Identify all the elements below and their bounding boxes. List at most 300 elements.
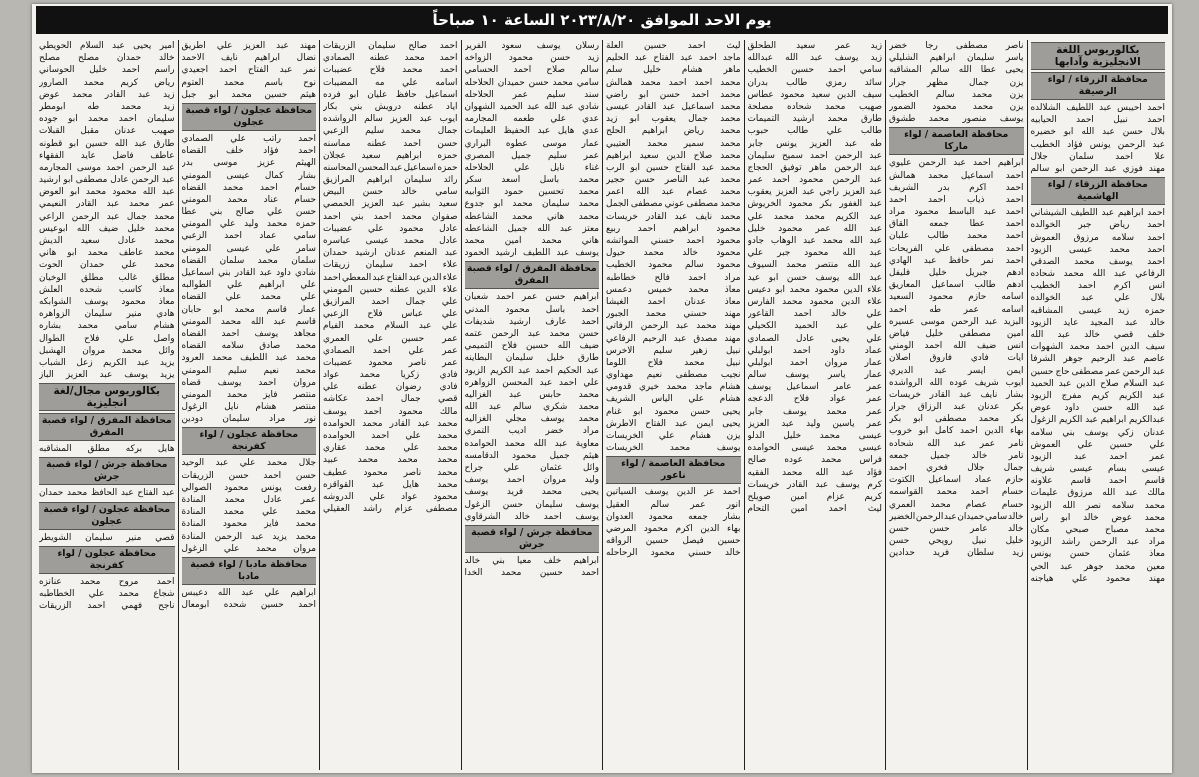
name-row: عمر حسين علي العمري (323, 333, 458, 344)
name-row: اياد عطنه درويش بني بكار (323, 101, 458, 112)
name-row: بهاء الدين احمد كامل ابو خروب (889, 426, 1024, 437)
name-row: صفوان محمد احمد بني احمد (323, 211, 458, 222)
name-row: امير يحيى عبد السلام الحويطي (39, 41, 175, 51)
newspaper-page (32, 4, 1172, 773)
name-row: سامي خالد حسن البيض (323, 187, 458, 198)
name-row: محمد نايف عبد القادر خريسات (606, 211, 741, 222)
name-row: محمد سلامه نصر الله الزيود (1030, 500, 1165, 511)
name-row: علي يحيى عادل الصمادي (747, 333, 882, 344)
name-row: فؤاد عبد الله محمد الفقيه (747, 467, 882, 478)
name-row: عبد السلام صلاح الدين عبد الحميد (1030, 378, 1165, 389)
name-row: ضيف الله حسين فلاح التميمي (464, 341, 599, 352)
name-row: عبد الغفور بكر محمود الخريوش (747, 199, 882, 210)
name-row: سامي عماد احمد الزعبي (181, 231, 316, 242)
name-row: تامر عمر عبد الله شحاده (889, 438, 1024, 449)
name-row: عمار قاسم محمد ابو حابان (181, 304, 316, 315)
name-row: عبد العزيز راجي عبد العزيز يعقوب (747, 187, 882, 198)
name-row: احمد ذياب احمد احمد (889, 194, 1024, 205)
name-row: عبد الله عمر محمود خليل (747, 223, 882, 234)
name-row: علاء احمد سليمان زريقات (323, 260, 458, 271)
name-row: محمود عواد علي الدروشه (323, 491, 458, 502)
name-row: محمد عبد الناصر حسن حجير (606, 175, 741, 186)
name-row: مطلق غالب مطلق الوخيان (39, 272, 175, 283)
name-row: راسم احمد خليل الحوساني (39, 65, 175, 76)
name-row: يزيد يوسف عبد العزيز الباز (39, 370, 175, 381)
name-row: احمد حسين شحده ابومعال (181, 600, 316, 611)
name-row: جمال محمد سليم الزعبي (323, 126, 458, 137)
name-row: محمد ناصر محمود عطيف (323, 467, 458, 478)
name-row: محمد هاني محمد الشاعطه (464, 211, 599, 222)
name-row: احمد نبيل احمد الحيابيه (1030, 115, 1165, 126)
name-row: رياض كريم محمد الصارور (39, 77, 175, 88)
name-row: محمد محمد محمد عبيد (323, 455, 458, 466)
name-row: محمد جمال يعقوب ابو زيد (606, 114, 741, 125)
name-row: جمال جلال فخري احمد (889, 463, 1024, 473)
name-row: انس اكرم احمد الخطيب (1030, 281, 1165, 292)
name-row: بكر محمد مصطفى ابو بكر (889, 414, 1024, 425)
name-row: محمد فايز محمود المنادة (181, 519, 316, 530)
name-row: بهاء الدين اكرم محمود المرضي (606, 523, 741, 534)
name-row: عمر عادل محمد المنادة (181, 495, 316, 505)
name-row: خالد حسني محمود الرحاحله (606, 548, 741, 559)
name-row: فادي زكريا محمد عواد (323, 370, 458, 381)
name-row: حسن محمد عبد الرحمن عتمه (464, 328, 599, 339)
name-row: جلال محمد علي عبد الوحيد (181, 458, 316, 469)
name-row: عبد الرحمن محمود احمد عمر (747, 175, 882, 186)
name-row: شجاع محمد علي الخطاطبه (39, 589, 175, 599)
name-row: عبد الرحمن احمد موسى المجارمه (39, 162, 175, 173)
name-row: مراد احمد فالح خطاطبه (606, 272, 741, 283)
name-row: سامر علي عيسى المومني (181, 243, 316, 254)
name-row: حسن احمد عطنه مماسنه (323, 138, 458, 149)
name-row: عماد داود احمد ابولبلي (747, 345, 882, 356)
names-column (319, 40, 461, 770)
name-row: ايوب عبد العزيز سالم الرواشده (323, 114, 458, 125)
name-row: عمر عامر اسماعيل يوسف (747, 382, 882, 393)
name-row: محمود ابراهيم احمد ربيع (606, 223, 741, 234)
section-heading: محافظة العاصمة / لواء ناعور (606, 456, 741, 484)
name-row: عبد الرحمن عمر مصطفى حاج حسين (1030, 366, 1165, 377)
name-row: احمد عز الدين يوسف السياتين (606, 487, 741, 498)
name-row: مجاهد يوسف احمد القضاه (181, 328, 316, 339)
name-row: يزن محمد سالم الخطيب (889, 89, 1024, 100)
section-heading: محافظة عجلون / لواء قصبة عجلون (182, 103, 317, 131)
name-row: عبد الله محمد عبد الوهاب جادو (747, 236, 882, 246)
name-row: يحيى عطا الله سالم المشاقبه (889, 65, 1024, 76)
name-row: وائل عثمان علي جراح (464, 463, 599, 473)
name-row: انس ضيف الله احمد الومني (889, 341, 1024, 352)
name-row: محمد عوض خالد ابو راس (1030, 512, 1165, 523)
section-heading: محافظة العاصمة / لواء ماركا (889, 127, 1024, 155)
name-row: احمد عطا جمعه القاق (889, 219, 1024, 230)
name-row: يوسف سليمان حسن الزغول (464, 499, 599, 510)
name-row: سامي احمد حسين الخطيب (747, 65, 882, 76)
name-row: منتصر هشام نايل الزغول (181, 402, 316, 413)
name-row: ناصر مصطفى رجا خضر (889, 41, 1024, 51)
name-row: عيسى محمد خليل الدلو (747, 431, 882, 441)
name-row: عيسى بسام عيسى شريف (1030, 464, 1165, 475)
name-row: هيثم حسين محمد ابو جبل (181, 89, 316, 100)
name-row: مروان احمد يوسف قضاه (181, 377, 316, 388)
name-row: طالب علي طالب حبوب (747, 126, 882, 137)
name-row: مهند فوزي عبد الرحمن ابو سالم (1030, 163, 1165, 174)
name-row: احمد عبد الباسط محمود مراد (889, 207, 1024, 218)
name-row: محمود سالم محمود الخطيب (606, 260, 741, 271)
name-row: محمد احمد حسن ابو راضي (606, 89, 741, 100)
name-row: عبدالكريم ابراهيم عبد الكريم الزغول (1030, 415, 1165, 426)
name-row: عبد الفتاح عبد الحافظ محمد حمدان (39, 488, 175, 499)
name-row: مراد عبد الرحمن راشد الزيود (1030, 537, 1165, 548)
section-heading: محافظة الزرقاء / لواء الرصيفة (1031, 72, 1166, 100)
section-heading: بكالوريوس اللغة الانجليزية وآدابها (1031, 42, 1166, 70)
name-row: علي عبد السلام محمد الفيام (323, 321, 458, 332)
name-row: عمر محمد يوسف جابر (747, 406, 882, 417)
name-row: محمد علي حمدان الحوت (39, 260, 175, 271)
name-row: يزيد عبد الكريم زعل الشباب (39, 357, 175, 368)
name-row: عادل محمود علي عضيبات (323, 223, 458, 234)
name-row: زيد عبد القادر محمد عوض (39, 89, 175, 100)
name-row: احمد اسماعيل محمد همالش (889, 170, 1024, 181)
section-heading: محافظة الزرقاء / لواء الهاشمية (1031, 177, 1166, 205)
name-row: عمر عواد فلاح الدعجه (747, 394, 882, 405)
name-row: محمد مصطفى عوني مصطفى الجمل (606, 199, 741, 210)
name-row: علي احمد عبد المحسن الزواهره (464, 377, 599, 388)
section-heading: بكالوريوس مجال/لغة انجليزية (39, 383, 175, 411)
section-heading: محافظة عجلون / لواء قصبة عجلون (39, 502, 175, 530)
name-row: احمد صالح سليمان الزريقات (323, 41, 458, 51)
name-row: عمر علي احمد الصمادي (323, 345, 458, 356)
name-row: نمر عبد الفتاح احمد اجعيدي (181, 65, 316, 76)
name-row: محمد عاطف محمد ابو هاني (39, 248, 175, 259)
name-row: اسامه عمر طه احمد (889, 304, 1024, 315)
name-row: منتصر فايز محمد المومني (181, 389, 316, 400)
name-row: فادي رضوان عطنه علي (323, 382, 458, 393)
name-row: عيسى محمد عيسى الحوامده (747, 443, 882, 454)
name-row: قاسم عبد الله محمد المومني (181, 316, 316, 327)
name-row: هادي منير سليمان الزواهره (39, 309, 175, 320)
name-row: صهيب محمد شحاده مصلحة (747, 101, 882, 112)
name-row: يزن جمال مظهر جرار (889, 77, 1024, 88)
name-row: محمد علي احمد الحوامده (323, 431, 458, 441)
name-row: مروان محمد علي الزغول (181, 543, 316, 554)
name-row: امين مصطفى خليل فياض (889, 328, 1024, 339)
name-row: رفعت يونس محمود الصوالي (181, 482, 316, 493)
name-row: بلال حسن عبد الله ابو خضيره (1030, 127, 1165, 138)
name-row: رسلان يوسف سعود الفرير (464, 41, 599, 51)
name-row: احمد محمد عطنه الصمادي (323, 53, 458, 64)
name-row: طارق خليل سليمان البطاينه (464, 353, 599, 364)
name-row: محمد نعيم سليم المومني (181, 365, 316, 376)
names-columns (36, 40, 1168, 770)
section-heading: محافظة مادبا / لواء قصبة مادبا (182, 557, 317, 585)
name-row: ادهم جبريل خليل فليفل (889, 268, 1024, 278)
name-row: محمود خالد محمد حيول (606, 248, 741, 259)
name-row: قصي منير سليمان الشويطر (39, 532, 175, 543)
name-row: احمد ابراهيم عبد اللطيف الشيشاني (1030, 208, 1165, 219)
name-row: بلال علي عبد الخوالده (1030, 293, 1165, 304)
name-row: عاصم عبد الرحيم جوهر الشرفا (1030, 354, 1165, 365)
name-row: يزن محمد محمود الضمور (889, 101, 1024, 112)
name-row: ماهر هشام خليل سلم (606, 65, 741, 76)
name-row: زيد سلطان فريد حدادين (889, 548, 1024, 559)
name-row: علاء الدين محمود محمد ابو دعيس (747, 284, 882, 295)
name-row: عبد الله محمود محمد ابو العوض (39, 187, 175, 198)
name-row: عبد الرحمن يونس فؤاد الخطيب (1030, 139, 1165, 150)
name-row: مهند مصدق عبد الرحيم الرفاعي (606, 333, 741, 344)
name-row: يحيى ايمن عبد الفتاح الاطرش (606, 418, 741, 429)
name-row: مصطفى عزام راشد العقيلي (323, 504, 458, 515)
name-row: قصي جمال احمد عكاشه (323, 394, 458, 405)
name-row: علي جمال احمد المرازيق (323, 296, 458, 307)
name-row: عدي هايل عبد الحفيظ العليمات (464, 126, 599, 137)
name-row: واصل علي فلاح الطوال (39, 333, 175, 344)
name-row: عادل محمد عيسى عباسره (323, 236, 458, 246)
name-row: شادي داود عبد القادر بني اسماعيل (181, 268, 316, 278)
name-row: ليث احمد امين التحام (747, 504, 882, 515)
name-row: مهند محمد عبد الرحمن الرفاتي (606, 321, 741, 332)
name-row: اسماعيل حافظ عليان ابو فرده (323, 89, 458, 100)
name-row: طه عبد العزيز يونس جابر (747, 138, 882, 149)
name-row: ايمن ايسر عبد الديري (889, 365, 1024, 376)
name-row: وليد مروان احمد يوسف (464, 475, 599, 486)
section-heading: محافظة جرش / لواء قصبة جرش (465, 525, 600, 553)
name-row: عمار ياسر يوسف سالم (747, 370, 882, 381)
name-row: نبيل زهير سليم الاخرس (606, 345, 741, 356)
name-row: حمزه محمد وليد علي المومني (181, 219, 316, 230)
name-row: سالم صلاح احمد الحسامي (464, 65, 599, 76)
name-row: محمد هايل عبد القواقزه (323, 479, 458, 490)
name-row: انور عمر سالم العقيل (606, 499, 741, 510)
name-row: احمد رياض جبر الخوالده (1030, 220, 1165, 231)
name-row: علي خالد احمد القاعور (747, 309, 882, 320)
name-row: محمود احمد حسني المواتشه (606, 236, 741, 246)
name-row: عبد الله حسن داود عوض (1030, 403, 1165, 414)
name-row: هاني محمد امين محمد (464, 236, 599, 246)
name-row: عاطف فاضل عايد الفقهاء (39, 150, 175, 161)
name-row: يوسف احمد خالد الشرقاوي (464, 511, 599, 522)
name-row: محمد خليل ضيف الله ابوعيس (39, 223, 175, 234)
name-row: الرفاعي عبد الله محمد شحاده (1030, 269, 1165, 280)
name-row: هشام علي الياس الشريف (606, 394, 741, 405)
name-row: رائد سليمان ابراهيم المرازيق (323, 175, 458, 186)
name-row: خلف قصي خالد عبد الله (1030, 330, 1165, 340)
name-row: بكر عدنان عبد الرزاق جرار (889, 402, 1024, 413)
name-row: محمد يوسف مجلي الغزاليه (464, 414, 599, 425)
name-row: احمد محمد طالب علبان (889, 231, 1024, 242)
name-row: هشام ماجد محمد خيري قدومي (606, 382, 741, 393)
name-row: كرم يوسف عبد القادر خريسات (747, 479, 882, 490)
name-row: زيد عمر سعيد الطحلق (747, 41, 882, 51)
name-row: ايات فادي فاروق اصلان (889, 353, 1024, 364)
names-column (461, 40, 603, 770)
name-row: محمد باسل اسعد سكر (464, 175, 599, 186)
name-row: ليث احمد حسين العلة (606, 41, 741, 51)
name-row: خليل نبيل رويحي حسن (889, 536, 1024, 547)
names-column (885, 40, 1027, 770)
name-row: اسامه حازم محمود السعيد (889, 292, 1024, 303)
name-row: عدنان زكي يوسف بني سلامه (1030, 427, 1165, 438)
name-row: مهند حسني محمد الجبور (606, 309, 741, 320)
name-row: احمد مروح محمد عنانزه (39, 576, 175, 587)
name-row: علاء الدين محمود محمد الفارس (747, 296, 882, 307)
name-row: مهند عبد العزيز علي اطريق (181, 41, 316, 51)
name-row: محمد عادل سعيد الديش (39, 236, 175, 246)
name-row: محمد احمد احمد محمد همالش (606, 77, 741, 88)
name-row: حسن علي صالح بني عطا (181, 207, 316, 218)
name-row: محمد علي محمد عقاري (323, 443, 458, 454)
name-row: علاء الدين عطنه حسين المومني (323, 284, 458, 295)
name-row: يحيى حسن محمود ابو غنام (606, 406, 741, 417)
name-row: سلمان محمد سلمان القضاه (181, 255, 316, 266)
name-row: بشار جمعه محمود العدوان (606, 511, 741, 522)
name-row: صهيب عدنان مقبل القبلات (39, 126, 175, 137)
name-row: طارق محمد ارشيد التميمات (747, 114, 882, 125)
name-row: غناء نايل علي الحلاحله (464, 162, 599, 173)
name-row: بشار كمال عيسى المومني (181, 170, 316, 181)
name-row: عبد الله منتصر محمد السيوف (747, 260, 882, 271)
name-row: احمد يوسف محمد الصدقي (1030, 256, 1165, 267)
name-row: احمد محمد عيسى الزيود (1030, 244, 1165, 255)
name-row: حسام احمد محمد القواسمه (889, 487, 1024, 498)
name-row: محمد سمير محمد العتيبي (606, 138, 741, 149)
name-row: هشام سامي محمد بشاره (39, 321, 175, 332)
name-row: الهيثم عزيز موسى بدر (181, 158, 316, 169)
name-row: علي محمد علي القضاه (181, 292, 316, 303)
name-row: علاء الدين عبد الفتاح عبد المعطي احمد (323, 272, 458, 283)
name-row: معاذ محمد خميس دعمس (606, 284, 741, 295)
name-row: معتز عبد الله جميل الشاعطه (464, 223, 599, 234)
name-row: سند سليم عمر الحلاحله (464, 89, 599, 100)
name-row: عمر سليم جميل المصري (464, 150, 599, 161)
name-row: وائل محمد مروان الهشبل (39, 345, 175, 356)
name-row: خالد سامي حميدان عبد الرحمن الخضير (889, 511, 1024, 522)
name-row: سامي محمد حسن حميدان الحلاحله (464, 77, 599, 88)
name-row: خالد عامر حسن حسن (889, 523, 1024, 534)
name-row: حسام عناد محمد المومني (181, 194, 316, 205)
name-row: حمزه اسماعيل عبد المحسن المحاسنه (323, 162, 458, 173)
name-row: محمد شكري سالم عبد الله (464, 402, 599, 413)
name-row: هيثم جميل محمود الدقامسه (464, 450, 599, 461)
name-row: حمزه زيد عيسى المشاقبه (1030, 305, 1165, 316)
name-row: محمد صلاح الدين سعيد ابراهيم (606, 150, 741, 161)
name-row: محمد سليمان محمد ابو جدوع (464, 199, 599, 210)
name-row: عمر احمد عبد الزيود (1030, 451, 1165, 462)
name-row: نبيل محمد فلاح اللوما (606, 357, 741, 368)
name-row: عبد الله يوسف حسن ابو عيد (747, 272, 882, 283)
name-row: كريم عزام امين صويلح (747, 491, 882, 502)
name-row: علي حسين علي العموش (1030, 439, 1165, 450)
name-row: عبد الكريم محمد محمد علي (747, 211, 882, 222)
name-row: محمد صادق سلامه القضاه (181, 341, 316, 352)
name-row: علي عبد الحميد الكحيلي (747, 321, 882, 332)
name-row: عمر ناصر محمود عضيبات (323, 357, 458, 368)
date-title-bar (36, 6, 1168, 34)
name-row: محمد عبد القادر محمد الحوامده (323, 418, 458, 429)
name-row: تامر خالد جميل جمعه (889, 450, 1024, 461)
name-row: نجيب مصطفى نعيم مهداوي (606, 370, 741, 381)
name-row: يوسف عبد اللطيف ارشيد الحمود (464, 248, 599, 259)
name-row: عبد الله محمود جبر علي (747, 248, 882, 259)
name-row: اسامه علي مه المضيبات (323, 77, 458, 88)
name-row: محمد عصام عبد الله اعمر (606, 187, 741, 198)
name-row: ابراهيم حسن عمر احمد شعبان (464, 292, 599, 303)
name-row: احمد باسل محمود المدني (464, 304, 599, 315)
name-row: مالك عبد الله مرزوق عليمات (1030, 488, 1165, 499)
name-row: خالد عبد المجيد عايد الزيود (1030, 317, 1165, 328)
name-row: ايوب شريف عوده الله الرواشده (889, 377, 1024, 388)
name-row: عدي علي طعمه المجارمه (464, 114, 599, 125)
name-row: عمر محمد عبد القادر النعيمي (39, 199, 175, 210)
name-row: عبد الكريم كريم مفرج الزيود (1030, 390, 1165, 401)
section-heading: محافظة عجلون / لواء كفرنجة (39, 546, 175, 574)
name-row: مراد خضر اديب التمري (464, 426, 599, 437)
name-row: هايل بركه مطلق المشاقبه (39, 444, 175, 455)
section-heading: محافظة المفرق / لواء قصبة المفرق (465, 261, 600, 289)
name-row: احمد مصطفى علي الفريحات (889, 243, 1024, 254)
name-row: حازم عماد اسماعيل الكتوت (889, 475, 1024, 486)
name-row: معاوية عبد الله محمد الحوامده (464, 438, 599, 449)
name-row: سيف الدين سعيد محمود عطاس (747, 89, 882, 100)
name-row: البزيد عبد الرحمن موسى عسيره (889, 316, 1024, 327)
name-row: معين محمد جوهر عبد الحي (1030, 561, 1165, 572)
name-row: زيد محمد طه ابومطر (39, 101, 175, 112)
names-column (744, 40, 886, 770)
name-row: سيف الدين احمد محمد الشهوات (1030, 342, 1165, 353)
name-row: محمد حابس عبد الغزاليه (464, 389, 599, 400)
section-heading: محافظة عجلون / لواء كفرنجة (182, 427, 317, 455)
name-row: ناجح فهمي احمد الزريقات (39, 601, 175, 612)
name-row: علي ابراهيم علي الطوالبه (181, 280, 316, 291)
name-row: محمد مصباح صبحي مكان (1030, 525, 1165, 535)
name-row: نور مراد سليمان دودين (181, 414, 316, 425)
name-row: ابراهيم علي عبد الله دعيبس (181, 587, 316, 598)
name-row: ياسر سليمان ابراهيم الشليلي (889, 53, 1024, 64)
name-row: شادي عبد الله عبد الحميد الشهوان (464, 101, 599, 112)
name-row: يوسف محمد الخريسات (606, 443, 741, 454)
name-row: معاذ محمود يوسف الشوابكه (39, 296, 175, 307)
name-row: يحيى محمد فريد يوسف (464, 487, 599, 498)
name-row: سائد رمزي طالب بدران (747, 77, 882, 88)
section-heading: محافظة جرش / لواء قصبة جرش (39, 457, 175, 485)
names-column (36, 40, 178, 770)
name-row: زيد حسن محمود الزواخه (464, 53, 599, 64)
name-row: احمد راتب علي الصمادي (181, 133, 316, 144)
name-row: حسام عصام محمد العمري (889, 499, 1024, 510)
name-row: نوح باسم محمد العتوم (181, 77, 316, 88)
name-row: عبد الحكيم احمد عبد الكريم الزيود (464, 365, 599, 376)
names-column (178, 40, 320, 770)
name-row: محمد رياض ابراهيم الحلح (606, 126, 741, 137)
name-row: خالد حمدان مصلح مصلح (39, 53, 175, 64)
names-column (1027, 40, 1169, 770)
name-row: احمد اكرم بدر الشريف (889, 182, 1024, 193)
name-row: محمد تحسين حمود الثوابيه (464, 187, 599, 198)
name-row: مهند محمود علي هياجنه (1030, 573, 1165, 584)
name-row: قاسم احمد قاسم علاونه (1030, 476, 1165, 487)
name-row: عمار مروان احمد ابولبلي (747, 357, 882, 368)
name-row: عبد الرحمن عادل مصطفى ابو ارشيد (39, 175, 175, 186)
name-row: عبد الرحمن احمد سميح سليمان (747, 150, 882, 161)
name-row: علا احمد سلمان جلال (1030, 151, 1165, 162)
name-row: عمار موسى عطوه البراري (464, 138, 599, 149)
name-row: احمد حسين محمد الخدا (464, 568, 599, 579)
name-row: طارق عبد الله حسين ابو قطونه (39, 138, 175, 149)
name-row: زيد يوسف عبد الله عبدالله (747, 53, 882, 64)
name-row: مالك محمود احمد يوسف (323, 406, 458, 417)
name-row: محمد جمال عبد الرحمن الراعي (39, 211, 175, 222)
name-row: احمد نمر حافظ عبد الهادي (889, 255, 1024, 266)
name-row: عبد المنعم عدنان ارشيد حمدان (323, 248, 458, 259)
